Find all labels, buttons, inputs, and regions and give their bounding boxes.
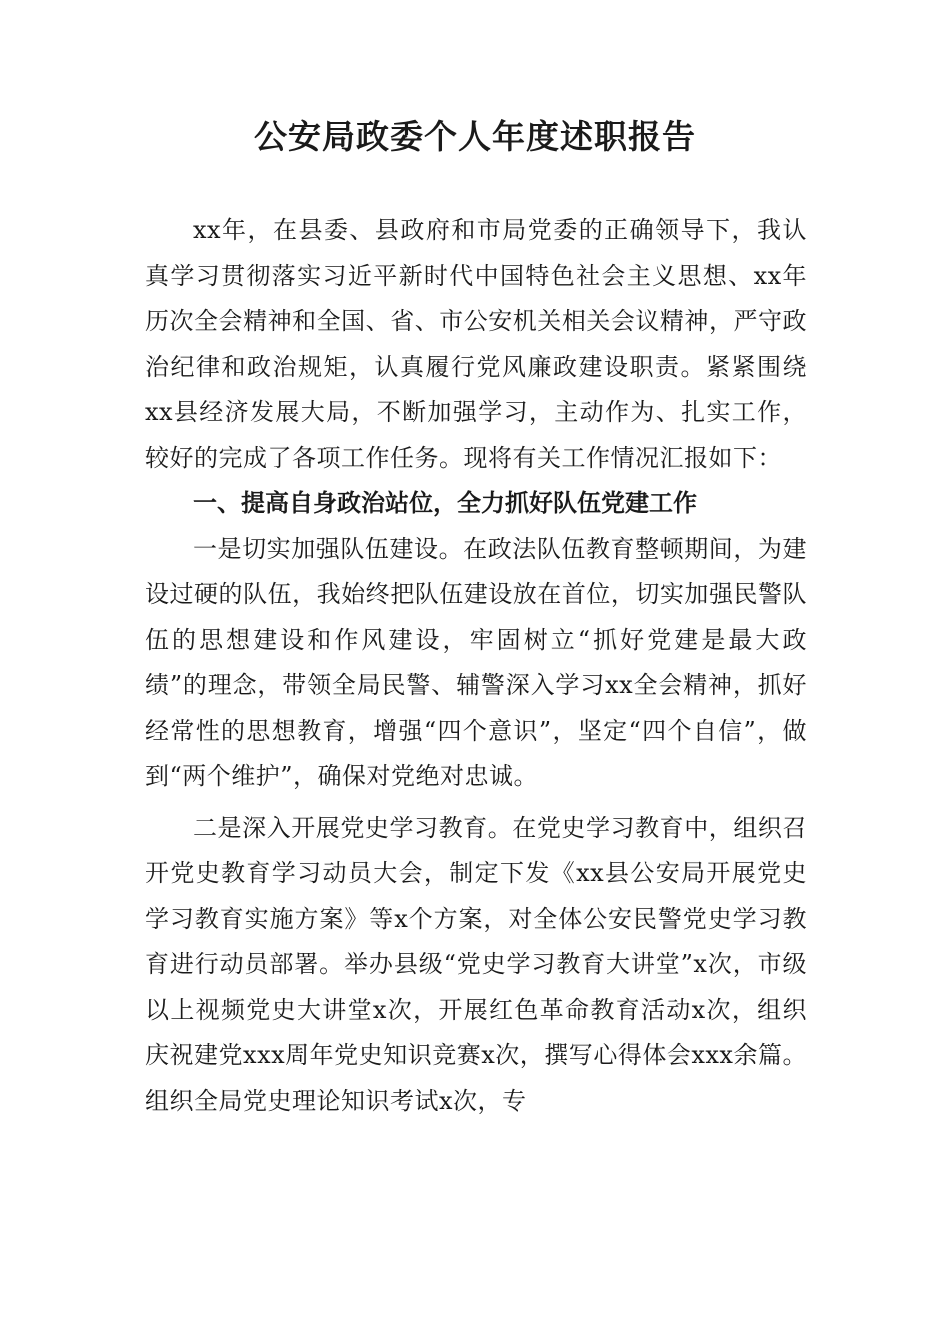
- paragraph-team-building: 一是切实加强队伍建设。在政法队伍教育整顿期间，为建设过硬的队伍，我始终把队伍建设放在首位，切实加强民警队伍的思想建设和作风建设，牢固树立“抓好党建是最大政绩”的理念，带领全局民警、辅警深入学习xx全会精神，抓好经常性的思想教育，增强“四个意识”，坚定“四个自信”，做到“两个维护”，确保对党绝对忠诚。: [145, 534, 807, 790]
- intro-paragraph: xx年，在县委、县政府和市局党委的正确领导下，我认真学习贯彻落实习近平新时代中国特色社会主义思想、xx年历次全会精神和全国、省、市公安机关相关会议精神，严守政治纪律和政治规矩，认真履行党风廉政建设职责。紧紧围绕xx县经济发展大局，不断加强学习，主动作为、扎实工作，较好的完成了各项工作任务。现将有关工作情况汇报如下：: [145, 216, 807, 472]
- paragraph-party-history: 二是深入开展党史学习教育。在党史学习教育中，组织召开党史教育学习动员大会，制定下发《xx县公安局开展党史学习教育实施方案》等x个方案，对全体公安民警党史学习教育进行动员部署。举办县级“党史学习教育大讲堂”x次，市级以上视频党史大讲堂x次，开展红色革命教育活动x次，组织庆祝建党xxx周年党史知识竞赛x次，撰写心得体会xxx余篇。组织全局党史理论知识考试x次，专: [145, 813, 807, 1115]
- document-body: [145, 208, 807, 1124]
- section-heading-1: 一、提高自身政治站位，全力抓好队伍党建工作: [193, 489, 697, 517]
- document-title: 公安局政委个人年度述职报告: [254, 117, 696, 156]
